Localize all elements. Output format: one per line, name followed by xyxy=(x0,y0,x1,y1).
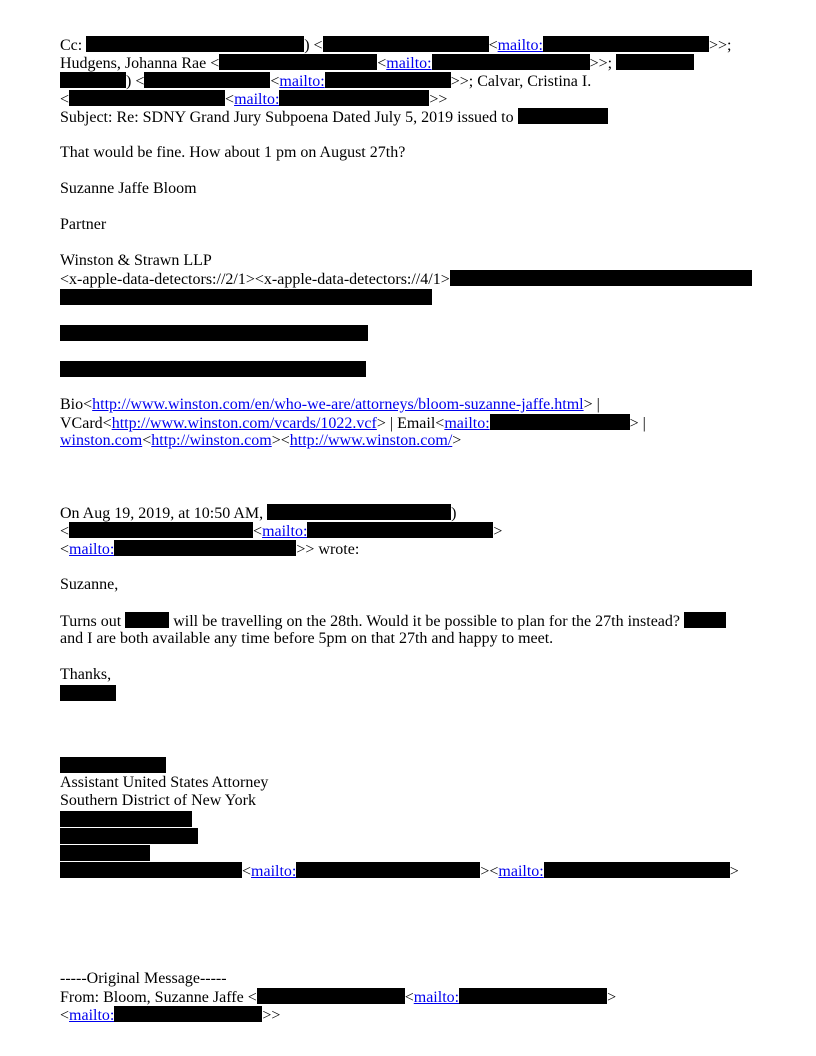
vcard-line: VCard<http://www.winston.com/vcards/1022.vcf> | Email<mailto: > | xyxy=(60,415,646,432)
subject-line xyxy=(60,108,760,126)
redaction xyxy=(60,828,198,844)
redaction xyxy=(257,988,405,1004)
redaction xyxy=(60,862,242,878)
original-from-2: <mailto: >> xyxy=(60,1007,281,1024)
redaction xyxy=(60,289,432,305)
quoted-header-2: < <mailto: > xyxy=(60,523,503,540)
mailto-link[interactable]: mailto: xyxy=(444,415,490,432)
cc-line-4: < <mailto: >> xyxy=(60,91,448,108)
redaction xyxy=(459,988,607,1004)
redaction xyxy=(69,522,253,538)
original-from: From: Bloom, Suzanne Jaffe < <mailto: > xyxy=(60,989,617,1006)
cc-line-2: Hudgens, Johanna Rae < <mailto: >>; xyxy=(60,54,760,72)
redaction xyxy=(432,54,590,70)
mailto-link[interactable]: mailto: xyxy=(251,863,297,880)
cc-line-3: ) < <mailto: >>; Calvar, Cristina I. xyxy=(60,72,760,90)
redaction xyxy=(69,90,225,106)
quoted-header-1: On Aug 19, 2019, at 10:50 AM, ) xyxy=(60,505,457,522)
email-document xyxy=(60,36,760,1024)
redaction xyxy=(267,504,451,520)
mailto-link[interactable]: mailto: xyxy=(69,541,115,558)
redaction xyxy=(518,108,608,124)
signature-title: Partner xyxy=(60,216,107,233)
redaction xyxy=(144,72,270,88)
mailto-link[interactable]: mailto: xyxy=(386,55,432,72)
redaction xyxy=(543,36,709,52)
website-link[interactable]: winston.com xyxy=(60,432,143,449)
redaction xyxy=(296,862,480,878)
website-link[interactable]: http://www.winston.com/ xyxy=(289,432,453,449)
redaction xyxy=(60,361,366,377)
redaction xyxy=(86,36,304,52)
mailto-link[interactable]: mailto: xyxy=(262,523,308,540)
mailto-link[interactable]: mailto: xyxy=(497,37,543,54)
redaction xyxy=(219,54,377,70)
signature-name: Suzanne Jaffe Bloom xyxy=(60,180,197,197)
quoted-body-2: and I are both available any time before 5pm on that 27th and happy to meet. xyxy=(60,630,554,647)
quoted-header-3: <mailto: >> wrote: xyxy=(60,541,360,558)
redaction xyxy=(450,270,752,286)
original-divider: -----Original Message----- xyxy=(60,970,227,987)
cc-label: Cc: xyxy=(60,37,83,54)
mailto-link[interactable]: mailto: xyxy=(279,73,325,90)
bio-line: Bio<http://www.winston.com/en/who-we-are/attorneys/bloom-suzanne-jaffe.html> | xyxy=(60,396,600,413)
redaction xyxy=(307,522,493,538)
quoted-sig-office: Southern District of New York xyxy=(60,792,256,809)
mailto-link[interactable]: mailto: xyxy=(413,989,460,1006)
quoted-greeting: Suzanne, xyxy=(60,576,119,593)
subject: Subject: Re: SDNY Grand Jury Subpoena Dated July 5, 2019 issued to xyxy=(60,109,514,126)
mailto-link[interactable]: mailto: xyxy=(234,91,280,108)
redaction xyxy=(616,54,694,70)
redaction xyxy=(125,612,169,628)
bio-link[interactable]: http://www.winston.com/en/who-we-are/attorneys/bloom-suzanne-jaffe.html xyxy=(92,396,584,413)
redaction xyxy=(60,845,150,861)
website-link[interactable]: http://winston.com xyxy=(151,432,272,449)
redaction xyxy=(60,757,166,773)
quoted-sig-title: Assistant United States Attorney xyxy=(60,774,269,791)
redaction xyxy=(60,811,192,827)
quoted-sig-email: <mailto: ><mailto: > xyxy=(60,862,760,880)
redaction xyxy=(490,414,630,430)
redaction xyxy=(325,72,451,88)
signature-detectors: <x-apple-data-detectors://2/1><x-apple-data-detectors://4/1> xyxy=(60,270,760,288)
redaction xyxy=(544,862,730,878)
vcard-link[interactable]: http://www.winston.com/vcards/1022.vcf xyxy=(111,415,377,432)
redaction xyxy=(279,90,429,106)
quoted-thanks: Thanks, xyxy=(60,666,112,683)
mailto-link[interactable]: mailto: xyxy=(498,863,544,880)
redaction xyxy=(114,540,296,556)
redaction xyxy=(114,1006,262,1022)
redaction xyxy=(60,325,368,341)
redaction xyxy=(323,36,489,52)
quoted-body-1: Turns out will be travelling on the 28th. Would it be possible to plan for the 27th instead? xyxy=(60,612,760,630)
reply-body: That would be fine. How about 1 pm on August 27th? xyxy=(60,144,406,161)
signature-firm: Winston & Strawn LLP xyxy=(60,252,212,269)
mailto-link[interactable]: mailto: xyxy=(69,1007,115,1024)
redaction xyxy=(684,612,726,628)
redaction xyxy=(60,72,126,88)
website-line: winston.com<http://winston.com><http://www.winston.com/> xyxy=(60,432,462,449)
cc-line-1: Cc: ) < <mailto: >>; xyxy=(60,37,732,54)
redaction xyxy=(60,685,116,701)
